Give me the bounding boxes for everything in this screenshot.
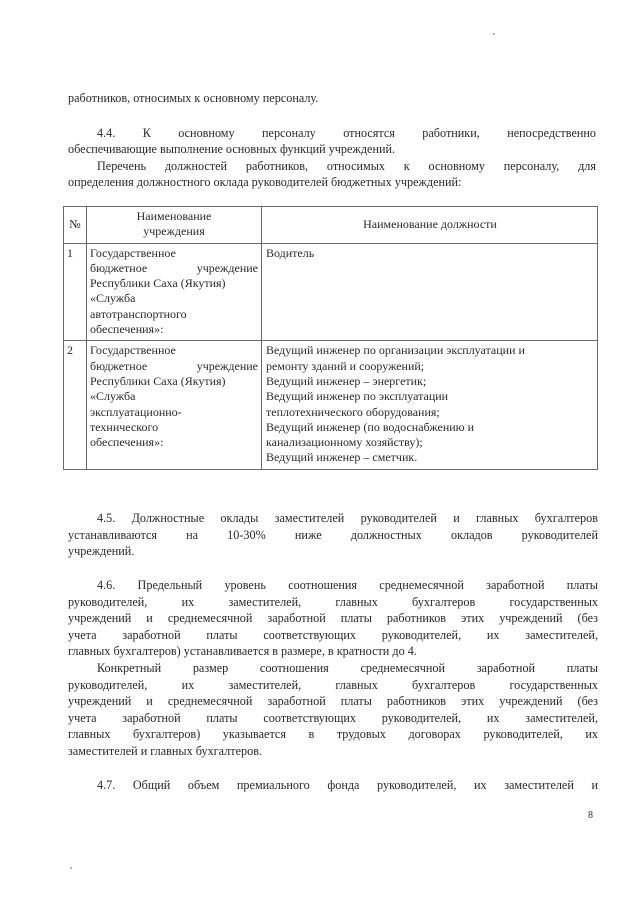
header-institution <box>87 207 262 244</box>
position-line: Ведущий инженер по организации эксплуатации и <box>266 343 525 358</box>
section-4-6b-line: главных бухгалтеров) указывается в трудовых договорах руководителей, их <box>68 727 598 741</box>
position-line: Ведущий инженер (по водоснабжению и <box>266 419 475 434</box>
section-4-6b-line: заместителей и главных бухгалтеров. <box>68 744 262 758</box>
scan-speck <box>493 33 495 35</box>
section-4-5-line: устанавливаются на 10-30% ниже должностных окладов руководителей <box>68 528 598 542</box>
institution-line: «Служба <box>90 291 136 306</box>
position-line: канализационному хозяйству); <box>266 435 423 450</box>
row-positions <box>262 341 598 469</box>
section-4-6b-line: учета заработной платы соответствующих руководителей, их заместителей, <box>68 711 598 725</box>
institution-line: автотранспортного <box>90 306 187 321</box>
section-4-6-line: 4.6. Предельный уровень соотношения среднемесячной заработной платы <box>97 578 598 592</box>
page-number: 8 <box>588 810 593 821</box>
section-4-6b-line: учреждений и среднемесячной заработной платы работников этих учреждений (без <box>68 694 598 708</box>
section-4-4-line: 4.4. К основному персоналу относятся работники, непосредственно <box>97 126 596 140</box>
institution-line: Республики Саха (Якутия) <box>90 276 226 291</box>
header-number: № <box>64 207 87 244</box>
scan-speck <box>70 867 72 869</box>
row-number: 1 <box>64 243 87 341</box>
position-line: теплотехнического оборудования; <box>266 404 440 419</box>
position-line: Ведущий инженер – сметчик. <box>266 450 418 465</box>
position-line: Ведущий инженер – энергетик; <box>266 373 427 388</box>
section-4-6-line: руководителей, их заместителей, главных бухгалтеров государственных <box>68 595 598 609</box>
section-4-7-line: 4.7. Общий объем премиального фонда руководителей, их заместителей и <box>97 778 598 792</box>
section-4-4-line: определения должностного оклада руководителей бюджетных учреждений: <box>68 175 462 189</box>
section-4-6-line: главных бухгалтеров) устанавливается в размере, в кратности до 4. <box>68 644 417 658</box>
row-institution <box>87 243 262 341</box>
table-row <box>64 243 598 341</box>
section-4-5-line: 4.5. Должностные оклады заместителей руководителей и главных бухгалтеров <box>97 511 598 525</box>
section-4-6-line: учреждений и среднемесячной заработной платы работников этих учреждений (без <box>68 611 598 625</box>
section-4-6-line: учета заработной платы соответствующих руководителей, их заместителей, <box>68 628 598 642</box>
institution-line: бюджетное учреждение <box>90 358 258 373</box>
header-position: Наименование должности <box>262 207 598 244</box>
table-header-row <box>64 207 598 244</box>
institution-line: технического <box>90 419 159 434</box>
intro-line: работников, относимых к основному персоналу. <box>68 91 319 105</box>
position-line: Водитель <box>266 245 315 260</box>
positions-table <box>63 206 598 470</box>
institution-line: Государственное <box>90 343 176 358</box>
section-4-6b-line: руководителей, их заместителей, главных бухгалтеров государственных <box>68 678 598 692</box>
row-number: 2 <box>64 341 87 469</box>
header-institution-line: учреждения <box>143 224 205 239</box>
section-4-4-line: обеспечивающие выполнение основных функций учреждений. <box>68 142 396 156</box>
section-4-5-line: учреждений. <box>68 544 135 558</box>
table-row <box>64 341 598 469</box>
institution-line: эксплуатационно- <box>90 404 182 419</box>
institution-line: обеспечения»: <box>90 322 164 337</box>
row-institution <box>87 341 262 469</box>
row-positions <box>262 243 598 341</box>
institution-line: «Служба <box>90 389 136 404</box>
header-institution-line: Наименование <box>136 209 212 223</box>
institution-line: бюджетное учреждение <box>90 260 258 275</box>
institution-line: Государственное <box>90 245 176 260</box>
position-line: ремонту зданий и сооружений; <box>266 358 425 373</box>
institution-line: обеспечения»: <box>90 435 164 450</box>
position-line: Ведущий инженер по эксплуатации <box>266 389 449 404</box>
section-4-6b-line: Конкретный размер соотношения среднемесячной заработной платы <box>97 661 598 675</box>
section-4-4-line: Перечень должностей работников, относимых к основному персоналу, для <box>97 159 596 173</box>
institution-line: Республики Саха (Якутия) <box>90 373 226 388</box>
